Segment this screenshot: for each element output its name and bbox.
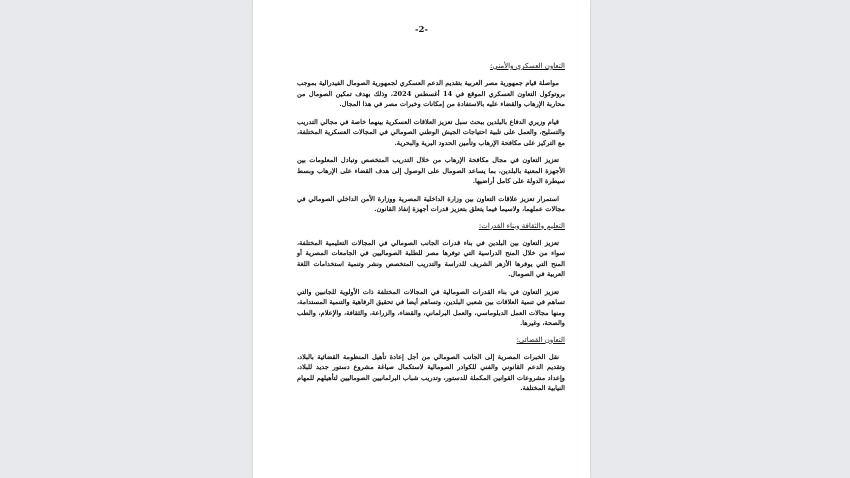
paragraph: مواصلة قيام جمهورية مصر العربية بتقديم الدعم العسكري لجمهورية الصومال الفيدرالية بموجب بروتوكول التعاون العسكري الموقع في 14 أغسطس 2024، وذلك بهدف تمكين الصومال من محاربة الإرهاب والقضاء عليه بالاستفادة من إمكانات وخبرات مصر في هذا المجال. bbox=[297, 79, 565, 108]
section-heading-education: التعليم والثقافة وبناء القدرات: bbox=[478, 221, 565, 230]
page-number: -2- bbox=[415, 25, 428, 35]
paragraph: تعزيز التعاون في مجال مكافحة الإرهاب من خلال التدريب المتخصص وتبادل المعلومات بين الأجهزة المعنية بالبلدين، بما يساعد الصومال على الوصول إلى هدف القضاء على الإرهاب وبسط سيطرة الدولة على كامل أراضيها. bbox=[297, 156, 565, 185]
paragraph: تعزيز التعاون في بناء القدرات الصومالية في المجالات المختلفة ذات الأولوية للجانبين والتي تساهم في تنمية العلاقات بين شعبي البلدين، وتساهم أيضا في تحقيق الرفاهية والتنمية المستدامة، ومنها مجالات العمل الدبلوماسي، والعمل البرلماني، والقضاء، والزراعة، والثقافة، والإعلام، والطب والصحة، وغيرها. bbox=[297, 287, 565, 327]
page-content bbox=[297, 62, 565, 400]
paragraph: تعزيز التعاون بين البلدين في بناء قدرات الجانب الصومالي في المجالات التعليمية المختلفة، سواء من خلال المنح الدراسية التي توفرها مصر للطلبة الصوماليين في الجامعات المصرية أو المنح التي يوفرها الأزهر الشريف للدراسة والتدريب المتخصص ونشر وتنمية استخدامات اللغة العربية في الصومال. bbox=[297, 238, 565, 278]
paragraph: قيام وزيري الدفاع بالبلدين ببحث سبل تعزيز العلاقات العسكرية بينهما خاصة في مجالي التدريب والتسليح، والعمل على تلبية احتياجات الجيش الوطني الصومالي في المجالات العسكرية المختلفة، مع التركيز على مكافحة الإرهاب وتأمين الحدود البرية والبحرية. bbox=[297, 117, 565, 147]
document-page bbox=[253, 0, 590, 478]
section-heading-military: التعاون العسكري والأمني: bbox=[490, 62, 565, 70]
paragraph: استمرار تعزيز علاقات التعاون بين وزارة الداخلية المصرية ووزارة الأمن الداخلي الصومالي في مجالات عملهما، ولاسيما فيما يتعلق بتعزيز قدرات أجهزة إنفاذ القانون. bbox=[297, 194, 565, 213]
section-heading-judicial: التعاون القضائي: bbox=[516, 335, 565, 344]
paragraph: نقل الخبرات المصرية إلى الجانب الصومالي من أجل إعادة تأهيل المنظومة القضائية بالبلاد، وتقديم الدعم القانوني والفني للكوادر الصومالية لاستكمال صياغة مشروع دستور جديد للبلاد، وإعداد مشروعات القوانين المكملة للدستور، وتدريب شباب البرلمانيين الصوماليين لتأهيلهم للمهام النيابية المختلفة. bbox=[297, 352, 565, 392]
